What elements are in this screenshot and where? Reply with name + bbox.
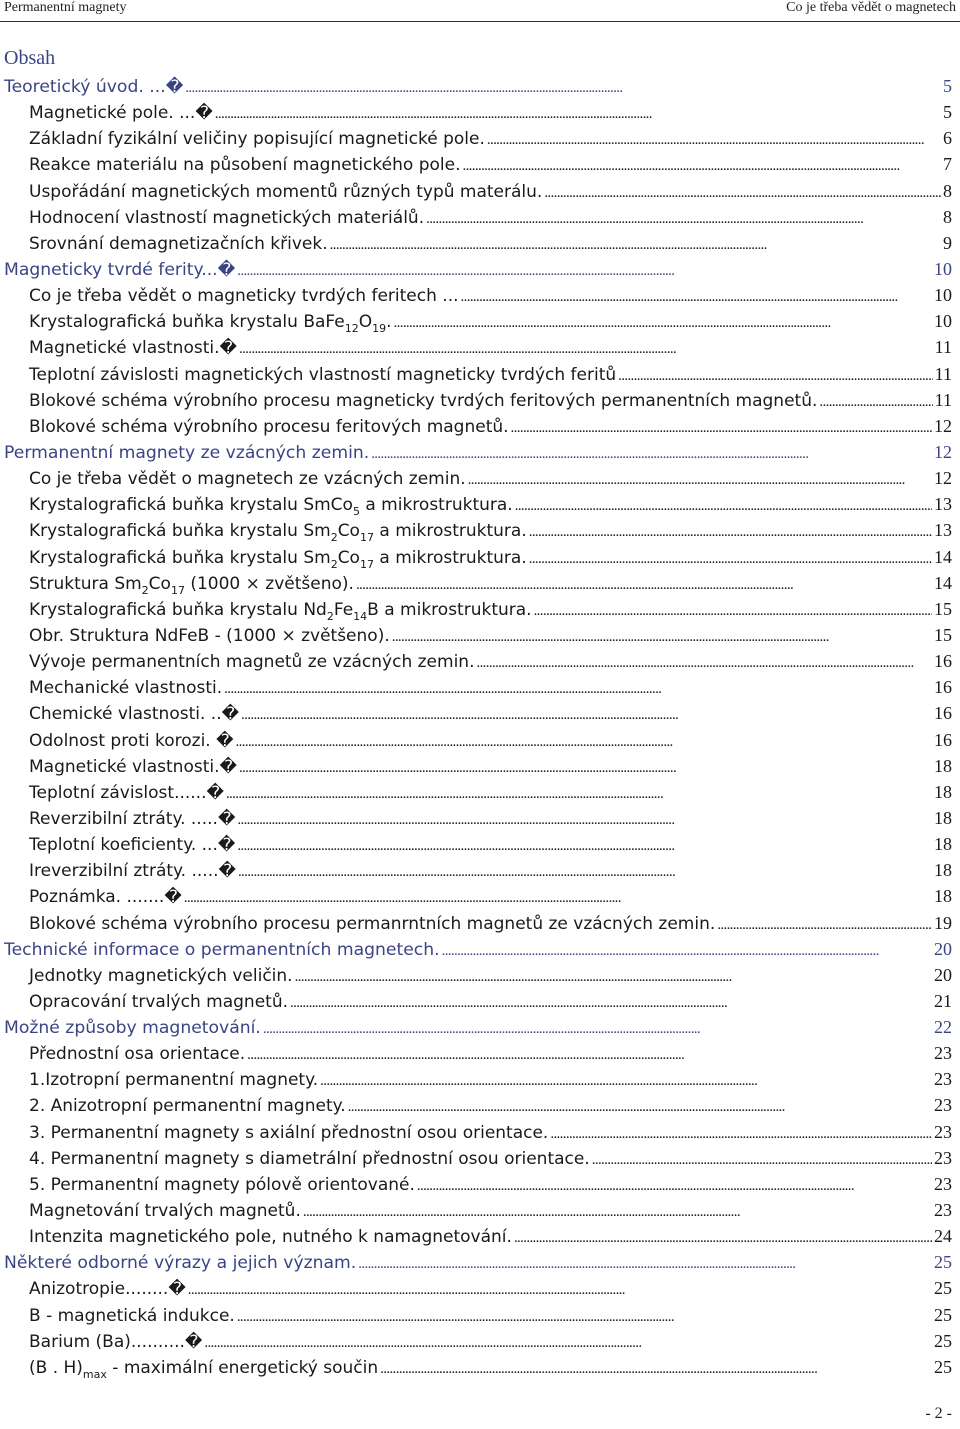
toc-page-number: 12 [934, 468, 952, 489]
toc-page-number: 16 [934, 703, 952, 724]
toc-page-number: 25 [934, 1356, 952, 1377]
toc-entry-text: Intenzita magnetického pole, nutného k namagnetování. [29, 1227, 512, 1248]
toc-heading: Obsah [4, 47, 56, 69]
toc-entry-title [29, 545, 527, 571]
toc-entry-text: Jednotky magnetických veličin. [29, 965, 293, 986]
toc-dot-leader [295, 964, 932, 990]
toc-entry-text: Teplotní závislosti magnetických vlastností magneticky tvrdých feritů [29, 364, 617, 385]
toc-entry-text: � [168, 1279, 186, 1300]
toc-chapter-link[interactable] [0, 439, 960, 465]
toc-entry-text: Teoretický úvod. ... [4, 77, 166, 97]
toc-dot-leader [224, 676, 932, 702]
toc-page-number: 9 [943, 232, 952, 253]
toc-entry-title [29, 518, 527, 544]
toc-entry-text: Obr. Struktura NdFeB - (1000 × zvětšeno). [29, 625, 390, 646]
toc-section-link[interactable] [0, 753, 960, 779]
header-rule [0, 21, 960, 22]
toc-entry-text: 4. Permanentní magnety s diametrální přednostní osou orientace. [29, 1148, 590, 1169]
toc-entry-text: Krystalografická buňka krystalu Sm [29, 547, 331, 568]
toc-page-number: 19 [934, 912, 952, 933]
toc-entry-subscript: 5 [352, 505, 360, 519]
header-document-title: Permanentní magnety [4, 0, 127, 15]
toc-entry-title [29, 466, 466, 492]
toc-entry-text: Uspořádání magnetických momentů různých typů materálu. [29, 181, 543, 202]
toc-entry-text: Základní fyzikální veličiny popisující magnetické pole. [29, 129, 485, 150]
toc-dot-leader [239, 755, 932, 781]
running-header [0, 0, 960, 22]
toc-chapter-link[interactable] [0, 256, 960, 282]
toc-entry-title [29, 126, 485, 152]
toc-entry-title [29, 1041, 245, 1067]
toc-entry-text: Magnetické vlastnosti. [29, 756, 220, 777]
page-number: - 2 - [925, 1405, 952, 1422]
toc-entry-text: Krystalografická buňka krystalu Sm [29, 521, 331, 542]
toc-entry-text: B a mikrostruktura. [367, 599, 532, 620]
toc-dot-leader [241, 702, 932, 728]
toc-page-number: 13 [934, 494, 952, 515]
toc-entry-title [29, 571, 354, 597]
toc-section-link[interactable] [0, 648, 960, 674]
toc-entry-title [29, 623, 390, 649]
toc-entry-title [29, 1198, 301, 1224]
toc-entry-text: Technické informace o permanentních magnetech. [4, 939, 440, 960]
toc-entry-text: Přednostní osa orientace. [29, 1044, 246, 1065]
toc-entry-title [29, 597, 532, 623]
toc-entry-text: . [386, 312, 392, 333]
toc-entry-text: � [216, 730, 234, 751]
toc-section-link[interactable] [0, 596, 960, 622]
toc-entry-text: (B . H) [29, 1357, 83, 1378]
toc-entry-text: � [221, 704, 240, 725]
toc-dot-leader [348, 1094, 932, 1120]
toc-entry-text: Vývoje permanentních magnetů ze vzácných zemin. [29, 652, 475, 673]
toc-entry-title [29, 335, 237, 361]
toc-page-number: 18 [934, 886, 952, 907]
toc-section-link[interactable] [0, 413, 960, 439]
toc-dot-leader [237, 1304, 932, 1330]
toc-entry-text: Opracování trvalých magnetů. [29, 991, 288, 1012]
toc-page-number: 18 [934, 834, 952, 855]
toc-dot-leader [468, 467, 932, 493]
toc-entry-title [4, 1250, 356, 1276]
toc-section-link[interactable] [0, 988, 960, 1014]
toc-entry-title [4, 440, 369, 466]
table-of-contents [0, 73, 960, 1380]
toc-section-link[interactable] [0, 517, 960, 543]
toc-entry-subscript: 17 [359, 557, 374, 571]
toc-page-number: 23 [934, 1200, 952, 1221]
toc-entry-title [29, 1120, 548, 1146]
toc-entry-text: � [195, 103, 213, 124]
toc-page-number: 20 [934, 938, 952, 959]
toc-section-link[interactable] [0, 1197, 960, 1223]
toc-section-link[interactable] [0, 1354, 960, 1380]
toc-entry-title [29, 780, 224, 806]
toc-entry-text: Chemické vlastnosti. .. [29, 704, 222, 725]
toc-entry-text: Co je třeba vědět o magneticky tvrdých feritech ... [29, 286, 459, 307]
toc-entry-title [29, 728, 234, 754]
toc-dot-leader [592, 1147, 932, 1173]
toc-page-number: 14 [934, 572, 952, 593]
toc-section-link[interactable] [0, 1302, 960, 1328]
toc-entry-text: Co [337, 521, 360, 542]
toc-entry-text: Krystalografická buňka krystalu BaFe [29, 312, 345, 333]
toc-section-link[interactable] [0, 910, 960, 936]
toc-dot-leader [247, 1042, 932, 1068]
toc-entry-title [29, 1224, 512, 1250]
toc-section-link[interactable] [0, 125, 960, 151]
toc-dot-leader [394, 310, 932, 336]
toc-dot-leader [320, 1068, 932, 1094]
toc-entry-text: Magneticky tvrdé ferity... [4, 259, 218, 280]
toc-section-link[interactable] [0, 622, 960, 648]
toc-page-number: 24 [934, 1226, 952, 1247]
toc-dot-leader [550, 1121, 932, 1147]
toc-page-number: 5 [943, 76, 952, 96]
toc-section-link[interactable] [0, 857, 960, 883]
toc-page-number: 23 [934, 1121, 952, 1142]
toc-section-link[interactable] [0, 1092, 960, 1118]
toc-dot-leader [358, 1251, 932, 1277]
toc-page-number: 22 [934, 1017, 952, 1038]
toc-entry-text: Hodnocení vlastností magnetických materiálů. [29, 207, 425, 228]
toc-page-number: 18 [934, 781, 952, 802]
toc-dot-leader [371, 441, 932, 467]
toc-entry-title [29, 492, 513, 518]
toc-entry-subscript: 2 [330, 557, 338, 571]
toc-dot-leader [303, 1199, 932, 1225]
toc-section-link[interactable] [0, 570, 960, 596]
toc-entry-text: Magnetické pole. ... [29, 103, 196, 124]
toc-entry-title [29, 100, 213, 126]
toc-entry-text: Co [148, 573, 171, 594]
toc-entry-title [29, 754, 237, 780]
toc-page-number: 23 [934, 1147, 952, 1168]
toc-chapter-link[interactable] [0, 1249, 960, 1275]
toc-entry-title [29, 362, 616, 388]
toc-page-number: 18 [934, 860, 952, 881]
toc-entry-text: Barium (Ba).......... [29, 1331, 185, 1352]
toc-section-link[interactable] [0, 178, 960, 204]
toc-page-number: 23 [934, 1095, 952, 1116]
toc-entry-text: a mikrostruktura. [373, 521, 527, 542]
toc-entry-text: Fe [333, 599, 354, 620]
toc-dot-leader [237, 258, 932, 284]
toc-dot-leader [618, 363, 933, 389]
toc-entry-title [29, 152, 460, 178]
toc-entry-title [29, 1276, 186, 1302]
toc-entry-title [29, 675, 222, 701]
toc-section-link[interactable] [0, 361, 960, 387]
toc-page-number: 23 [934, 1043, 952, 1064]
toc-section-link[interactable] [0, 779, 960, 805]
toc-section-link[interactable] [0, 334, 960, 360]
toc-dot-leader [184, 885, 932, 911]
toc-page-number: 12 [934, 415, 952, 436]
toc-section-link[interactable] [0, 544, 960, 570]
toc-chapter-link[interactable] [0, 936, 960, 962]
toc-dot-leader [426, 206, 941, 232]
toc-entry-title [29, 989, 288, 1015]
toc-dot-leader [236, 729, 932, 755]
toc-entry-title [4, 257, 235, 283]
toc-section-link[interactable] [0, 1223, 960, 1249]
toc-dot-leader [717, 912, 932, 938]
toc-page-number: 16 [934, 729, 952, 750]
toc-entry-title [4, 937, 440, 963]
toc-section-link[interactable] [0, 805, 960, 831]
toc-entry-title [29, 963, 293, 989]
toc-dot-leader [188, 1277, 932, 1303]
header-section-title: Co je třeba vědět o magnetech [786, 0, 956, 15]
toc-entry-title [29, 1067, 318, 1093]
toc-dot-leader [515, 493, 932, 519]
toc-section-link[interactable] [0, 491, 960, 517]
toc-entry-text: 1.Izotropní permanentní magnety. [29, 1070, 319, 1091]
toc-entry-text: Permanentní magnety ze vzácných zemin. [4, 442, 370, 463]
toc-entry-text: Magnetické vlastnosti. [29, 338, 220, 359]
toc-entry-title [29, 884, 182, 910]
toc-entry-text: Ireverzibilní ztráty. ..... [29, 861, 219, 882]
toc-entry-title [29, 309, 392, 335]
toc-entry-text: � [184, 1331, 203, 1352]
toc-entry-text: Možné způsoby magnetování. [4, 1018, 261, 1039]
toc-section-link[interactable] [0, 831, 960, 857]
toc-section-link[interactable] [0, 1066, 960, 1092]
toc-page-number: 20 [934, 964, 952, 985]
toc-dot-leader [819, 389, 932, 415]
toc-section-link[interactable] [0, 465, 960, 491]
toc-entry-title [29, 388, 817, 414]
toc-entry-text: 5. Permanentní magnety pólově orientované. [29, 1174, 415, 1195]
toc-dot-leader [514, 1225, 932, 1251]
toc-entry-text: Struktura Sm [29, 573, 142, 594]
toc-page-number: 18 [934, 807, 952, 828]
toc-section-link[interactable] [0, 99, 960, 125]
toc-dot-leader [462, 153, 941, 179]
toc-section-link[interactable] [0, 1145, 960, 1171]
toc-page-number: 14 [934, 546, 952, 567]
toc-dot-leader [417, 1173, 932, 1199]
toc-dot-leader [238, 859, 932, 885]
toc-entry-text: � [217, 835, 236, 856]
toc-entry-subscript: 2 [330, 531, 338, 545]
toc-dot-leader [511, 415, 932, 441]
toc-entry-title [29, 911, 715, 937]
toc-entry-text: 3. Permanentní magnety s axiální přednostní osou orientace. [29, 1122, 549, 1143]
toc-page-number: 10 [934, 285, 952, 306]
toc-entry-text: � [164, 887, 182, 908]
toc-section-link[interactable] [0, 727, 960, 753]
toc-page-number: 23 [934, 1173, 952, 1194]
toc-dot-leader [544, 180, 941, 206]
toc-chapter-link[interactable] [0, 1014, 960, 1040]
toc-entry-title [29, 231, 328, 257]
toc-section-link[interactable] [0, 1171, 960, 1197]
toc-entry-text: � [219, 756, 237, 777]
toc-entry-subscript: 17 [359, 531, 374, 545]
toc-section-link[interactable] [0, 700, 960, 726]
toc-entry-text: a mikrostruktura. [373, 547, 527, 568]
toc-entry-text: Odolnost proti korozi. [29, 730, 217, 751]
toc-entry-title [29, 1146, 590, 1172]
toc-entry-text: Blokové schéma výrobního procesu magneticky tvrdých feritových permanentních magnetů. [29, 390, 818, 411]
toc-entry-text: Blokové schéma výrobního procesu permanrntních magnetů ze vzácných zemin. [29, 913, 716, 934]
toc-page-number: 5 [943, 102, 952, 123]
toc-entry-subscript: 2 [141, 583, 149, 597]
toc-entry-text: Poznámka. ....... [29, 887, 165, 908]
toc-dot-leader [461, 284, 932, 310]
toc-page-number: 11 [934, 389, 952, 410]
toc-entry-text: Magnetování trvalých magnetů. [29, 1201, 301, 1222]
toc-dot-leader [263, 1016, 932, 1042]
toc-page-number: 15 [934, 624, 952, 645]
toc-entry-title [29, 1329, 202, 1355]
toc-entry-subscript: max [82, 1367, 107, 1381]
toc-section-link[interactable] [0, 387, 960, 413]
toc-entry-text: Teplotní závislost...... [29, 782, 207, 803]
toc-dot-leader [330, 232, 941, 258]
toc-dot-leader [529, 519, 932, 545]
toc-entry-title [29, 414, 509, 440]
toc-section-link[interactable] [0, 282, 960, 308]
toc-entry-subscript: 17 [170, 583, 185, 597]
toc-entry-text: (1000 × zvětšeno). [184, 573, 354, 594]
toc-page-number: 25 [934, 1252, 952, 1273]
toc-dot-leader [239, 336, 933, 362]
toc-section-link[interactable] [0, 230, 960, 256]
toc-page-number: 25 [934, 1304, 952, 1325]
toc-page-number: 18 [934, 755, 952, 776]
toc-entry-title [29, 205, 424, 231]
toc-dot-leader [356, 572, 932, 598]
toc-section-link[interactable] [0, 674, 960, 700]
toc-entry-title [29, 283, 459, 309]
toc-entry-title [29, 649, 474, 675]
toc-page-number: 21 [934, 990, 952, 1011]
toc-entry-text: � [217, 259, 236, 280]
toc-page-number: 25 [934, 1278, 952, 1299]
toc-entry-title [4, 1015, 261, 1041]
toc-entry-text: Krystalografická buňka krystalu Nd [29, 599, 327, 620]
toc-page-number: 13 [934, 520, 952, 541]
toc-entry-text: a mikrostruktura. [359, 495, 513, 516]
toc-entry-title [29, 179, 542, 205]
toc-entry-text: � [218, 861, 236, 882]
toc-section-link[interactable] [0, 962, 960, 988]
toc-entry-title [29, 1172, 415, 1198]
toc-entry-title [29, 832, 235, 858]
toc-entry-title [4, 74, 183, 100]
toc-page-number: 8 [943, 206, 952, 227]
toc-section-link[interactable] [0, 1275, 960, 1301]
toc-entry-text: Reakce materiálu na působení magnetického pole. [29, 155, 461, 176]
toc-entry-text: B - magnetická indukce. [29, 1305, 235, 1326]
toc-page-number: 7 [943, 154, 952, 175]
toc-page-number: 12 [934, 441, 952, 462]
toc-entry-title [29, 858, 236, 884]
toc-section-link[interactable] [0, 1328, 960, 1354]
toc-page-number: 10 [934, 311, 952, 332]
toc-section-link[interactable] [0, 1040, 960, 1066]
toc-entry-text: Mechanické vlastnosti. [29, 678, 223, 699]
toc-entry-title [29, 1303, 235, 1329]
toc-entry-text: Co je třeba vědět o magnetech ze vzácných zemin. [29, 469, 466, 490]
toc-entry-text: Blokové schéma výrobního procesu feritových magnetů. [29, 416, 509, 437]
toc-section-link[interactable] [0, 883, 960, 909]
toc-page-number: 8 [943, 180, 952, 201]
toc-dot-leader [487, 127, 941, 153]
toc-dot-leader [237, 833, 932, 859]
toc-entry-text: Krystalografická buňka krystalu SmCo [29, 495, 353, 516]
toc-entry-text: 2. Anizotropní permanentní magnety. [29, 1096, 346, 1117]
toc-section-link[interactable] [0, 151, 960, 177]
toc-entry-text: O [358, 312, 373, 333]
toc-dot-leader [185, 75, 941, 101]
toc-dot-leader [215, 101, 941, 127]
toc-dot-leader [476, 650, 932, 676]
toc-entry-text: Některé odborné výrazy a jejich význam. [4, 1253, 357, 1274]
toc-section-link[interactable] [0, 308, 960, 334]
toc-entry-text: � [217, 808, 236, 829]
toc-entry-subscript: 19 [372, 322, 387, 336]
toc-entry-title [29, 806, 235, 832]
toc-entry-text: � [165, 77, 184, 97]
toc-page-number: 16 [934, 677, 952, 698]
toc-entry-text: Teplotní koeficienty. ... [29, 835, 218, 856]
toc-page-number: 15 [934, 598, 952, 619]
toc-dot-leader [204, 1330, 932, 1356]
toc-entry-title [29, 1093, 346, 1119]
toc-entry-subscript: 14 [353, 609, 368, 623]
toc-page-number: 10 [934, 258, 952, 279]
toc-dot-leader [534, 598, 932, 624]
toc-page-number: 11 [934, 363, 952, 384]
toc-entry-text: Co [337, 547, 360, 568]
toc-entry-text: � [219, 338, 237, 359]
toc-dot-leader [226, 781, 932, 807]
toc-dot-leader [529, 546, 932, 572]
toc-page-number: 25 [934, 1330, 952, 1351]
toc-chapter-link[interactable] [0, 73, 960, 99]
toc-page-number: 6 [943, 128, 952, 149]
toc-page-number: 11 [934, 337, 952, 358]
toc-entry-text: � [206, 782, 224, 803]
toc-page-number: 23 [934, 1069, 952, 1090]
toc-dot-leader [290, 990, 932, 1016]
toc-entry-text: - maximální energetický součin [106, 1357, 379, 1378]
toc-entry-text: Anizotropie........ [29, 1279, 169, 1300]
toc-dot-leader [392, 624, 932, 650]
toc-entry-subscript: 2 [326, 609, 334, 623]
toc-entry-subscript: 12 [344, 322, 359, 336]
toc-dot-leader [237, 807, 932, 833]
toc-dot-leader [380, 1356, 932, 1382]
toc-section-link[interactable] [0, 204, 960, 230]
toc-entry-title [29, 1355, 378, 1381]
toc-section-link[interactable] [0, 1119, 960, 1145]
toc-dot-leader [442, 938, 932, 964]
toc-entry-title [29, 701, 239, 727]
toc-entry-text: Srovnání demagnetizačních křivek. [29, 233, 328, 254]
toc-page-number: 16 [934, 651, 952, 672]
toc-entry-text: Reverzibilní ztráty. ..... [29, 808, 218, 829]
